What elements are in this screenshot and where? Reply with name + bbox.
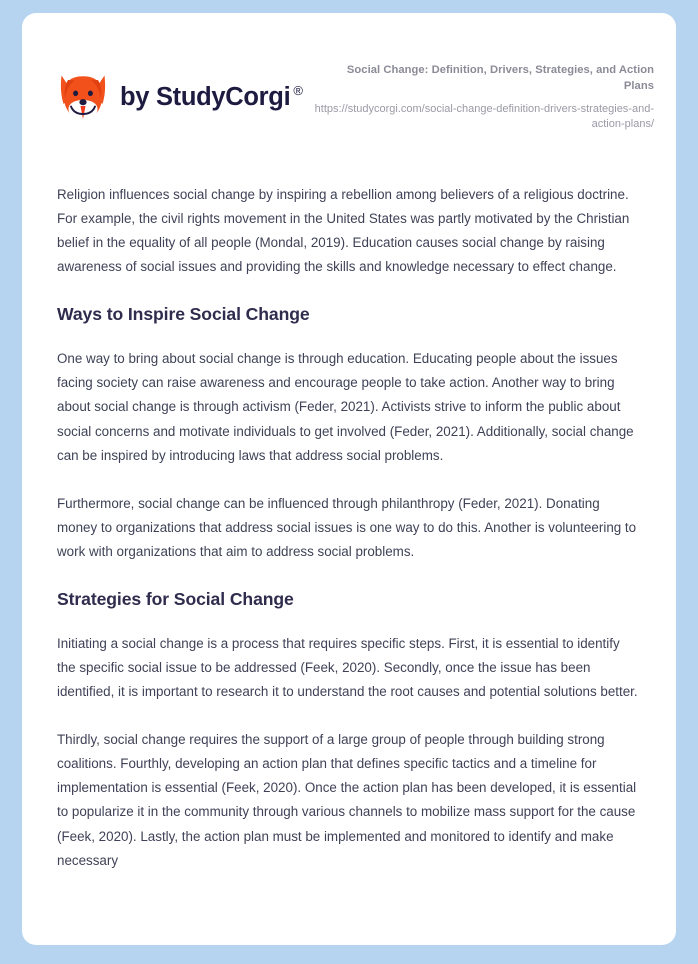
page-title: Social Change: Definition, Drivers, Strategies, and Action Plans (346, 64, 654, 92)
brand-wordmark (120, 83, 303, 112)
body-paragraph: One way to bring about social change is through education. Educating people about the issues facing society can raise awareness and encourage people to take action. Another way to bring about social change is through activism (Feder, 2021). Activists strive to inform the public about social concerns and motivate individuals to get involved (Feder, 2021). Additionally, social change can be inspired by introducing laws that address social problems. (57, 351, 634, 463)
corgi-face-icon (57, 72, 109, 122)
section-heading: Ways to Inspire Social Change (57, 304, 310, 325)
page-url: https://studycorgi.com/social-change-definition-drivers-strategies-and-action-plans/ (314, 102, 654, 131)
section-heading: Strategies for Social Change (57, 589, 294, 610)
body-paragraph: Initiating a social change is a process that requires specific steps. First, it is essential to identify the specific social issue to be addressed (Feek, 2020). Secondly, once the issue has been identified, it is important to research it to understand the root causes and potential solutions better. (57, 635, 638, 700)
body-paragraph: Furthermore, social change can be influenced through philanthropy (Feder, 2021). Donating money to organizations that address social issues is one way to do this. Another is volunteering to work with organizations that aim to address social problems. (57, 495, 637, 559)
document-page-sheet (22, 13, 676, 945)
body-paragraph: Religion influences social change by inspiring a rebellion among believers of a religious doctrine. For example, the civil rights movement in the United States was partly motivated by the Christian belief in the equality of all people (Mondal, 2019). Education causes social change by raising awareness of social issues and providing the skills and knowledge necessary to effect change. (57, 187, 630, 275)
brand-wordmark-text: by StudyCorgi (120, 82, 291, 111)
header-meta (314, 61, 654, 133)
body-paragraph: Thirdly, social change requires the support of a large group of people through building strong coalitions. Fourthly, developing an action plan that defines specific tactics and a timeline for implementation is essential (Feek, 2020). Once the action plan has been developed, it is essential to popularize it in the community through various channels to mobilize mass support for the cause (Feek, 2020). Lastly, the action plan must be implemented and monitored to identify and make necessary (57, 732, 637, 868)
registered-trademark-icon: ® (293, 82, 303, 98)
document-header (22, 13, 676, 133)
brand-logo (57, 61, 303, 122)
article-body (22, 183, 676, 873)
